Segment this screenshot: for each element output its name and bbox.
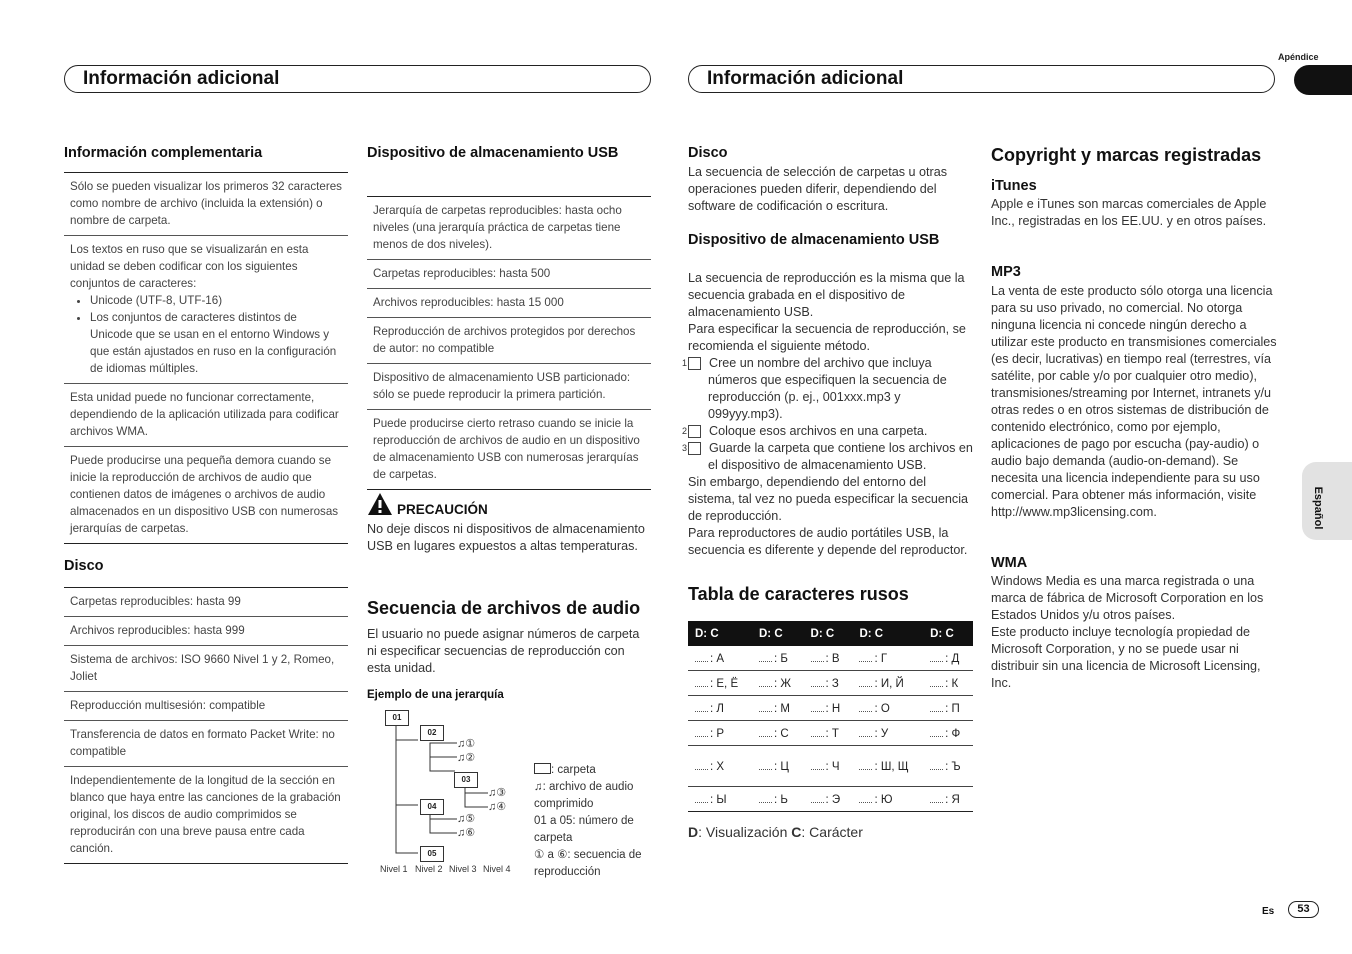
legend-sequence: ① a ⑥: secuencia de reproducción bbox=[534, 849, 642, 878]
mp3-url: http://www.mp3licensing.com. bbox=[991, 505, 1157, 519]
folder-icon: 05 bbox=[420, 846, 444, 862]
folder-icon bbox=[534, 763, 551, 774]
mp3-body bbox=[991, 283, 1278, 521]
russian-table-heading: Tabla de caracteres rusos bbox=[688, 584, 909, 604]
warning-icon bbox=[367, 492, 393, 516]
music-note-icon: ♫ bbox=[457, 827, 466, 839]
table-header: D: C bbox=[688, 621, 752, 646]
folder-icon: 04 bbox=[420, 799, 444, 815]
table-header: D: C bbox=[923, 621, 973, 646]
step-item: 1 Cree un nombre del archivo que incluya números que especifiquen la secuencia de reproducción (p. ej., 001xxx.mp3 y 099yyy.mp3). bbox=[681, 356, 947, 421]
list-item: Sólo se pueden visualizar los primeros 32 caracteres como nombre de archivo (incluida la extensión) o nombre de carpeta. bbox=[64, 173, 348, 236]
mp3-text: La venta de este producto sólo otorga una licencia para su uso privado, no comercial. No otorga ninguna licencia ni concede ningún derecho a utilizar este producto en transmisiones comerciales (es decir, lucrativas) en tiempo real (terrestres, vía satélite, por cable y/o por cualquier otro medio), transmisiones/streaming por Internet, intranets y/u otras redes o en otros sistemas de distribución de contenido electrónico, como por ejemplo, aplicaciones de pago por escucha (pay-audio) o audio bajo demanda (audio-on-demand). Se necesita una licencia independiente para su uso comercial. Para obtener más información, visite bbox=[991, 284, 1277, 502]
table-cell: : Ц bbox=[752, 746, 804, 787]
table-row bbox=[688, 746, 973, 787]
display-glyph-icon bbox=[695, 677, 708, 687]
copyright-heading: Copyright y marcas registradas bbox=[991, 145, 1262, 165]
wma-body bbox=[991, 573, 1278, 692]
table-cell: : Э bbox=[804, 787, 853, 812]
table-header-row bbox=[688, 621, 973, 646]
track-item: ♫③ bbox=[488, 787, 507, 799]
sequence-text: El usuario no puede asignar números de carpeta ni especificar secuencias de reproducción con esta unidad. bbox=[367, 627, 640, 675]
left-section-title: Información adicional bbox=[83, 68, 280, 89]
language-tab-label: Español bbox=[1312, 486, 1324, 530]
sequence-heading: Secuencia de archivos de audio bbox=[367, 598, 641, 618]
display-glyph-icon bbox=[859, 702, 872, 712]
step-item: 3 Guarde la carpeta que contiene los archivos en el dispositivo de almacenamiento USB. bbox=[681, 441, 973, 472]
music-note-icon: ♫ bbox=[488, 801, 497, 813]
display-glyph-icon bbox=[859, 677, 872, 687]
list-item: Puede producirse cierto retraso cuando se inicie la reproducción de archivos de audio en un dispositivo de almacenamiento USB con numerosas jerarquías de carpetas. bbox=[367, 410, 651, 490]
display-glyph-icon bbox=[695, 652, 708, 662]
list-item: Reproducción multisesión: compatible bbox=[64, 692, 348, 721]
table-cell: : Ь bbox=[752, 787, 804, 812]
table-cell: : Ю bbox=[852, 787, 923, 812]
table-cell: : Ы bbox=[688, 787, 752, 812]
disco-order-heading: Disco bbox=[688, 145, 728, 161]
right-section-header bbox=[688, 65, 1275, 93]
table-legend: D: Visualización C: Carácter bbox=[688, 824, 863, 840]
disco-heading: Disco bbox=[64, 558, 104, 574]
table-cell: : К bbox=[923, 671, 973, 696]
table-cell: : З bbox=[804, 671, 853, 696]
list-item: Jerarquía de carpetas reproducibles: hasta ocho niveles (una jerarquía práctica de carpetas tiene menos de dos niveles). bbox=[367, 197, 651, 260]
usb-heading: Dispositivo de almacenamiento USB bbox=[367, 145, 619, 161]
folder-icon: 03 bbox=[454, 772, 478, 788]
display-glyph-icon bbox=[859, 652, 872, 662]
wma-heading: WMA bbox=[991, 555, 1028, 571]
table-header: D: C bbox=[852, 621, 923, 646]
table-row bbox=[688, 646, 973, 671]
step-number: 1 bbox=[688, 357, 701, 370]
table-cell: : В bbox=[804, 646, 853, 671]
table-cell: : Т bbox=[804, 721, 853, 746]
table-header: D: C bbox=[804, 621, 853, 646]
usb-order-text: Sin embargo, dependiendo del entorno del sistema, tal vez no pueda especificar la secuencia de reproducción. bbox=[688, 475, 969, 523]
usb-order-heading: Dispositivo de almacenamiento USB bbox=[688, 232, 940, 248]
display-glyph-icon bbox=[930, 702, 943, 712]
list-item: Carpetas reproducibles: hasta 99 bbox=[64, 588, 348, 617]
display-glyph-icon bbox=[759, 793, 772, 803]
legend-file: ♫: archivo de audio comprimido bbox=[534, 781, 634, 810]
table-cell: : Д bbox=[923, 646, 973, 671]
list-item: Archivos reproducibles: hasta 15 000 bbox=[367, 289, 651, 318]
right-section-title: Información adicional bbox=[707, 68, 904, 89]
hierarchy-example-title: Ejemplo de una jerarquía bbox=[367, 689, 504, 701]
list-item: Independientemente de la longitud de la sección en blanco que haya entre las canciones de la grabación original, los discos de audio comprimidos se reproducirán con una breve pausa entre cada canción. bbox=[64, 767, 348, 864]
track-item: ♫⑥ bbox=[457, 827, 476, 839]
display-glyph-icon bbox=[759, 677, 772, 687]
display-glyph-icon bbox=[811, 702, 824, 712]
section-tab-label: Apéndice bbox=[1278, 52, 1319, 62]
table-cell: : Г bbox=[852, 646, 923, 671]
track-item: ♫① bbox=[457, 738, 476, 750]
level-label: Nivel 2 bbox=[415, 864, 443, 874]
usb-order-body bbox=[681, 270, 974, 559]
level-label: Nivel 4 bbox=[483, 864, 511, 874]
left-section-header bbox=[64, 65, 651, 93]
list-item: Archivos reproducibles: hasta 999 bbox=[64, 617, 348, 646]
table-cell: : С bbox=[752, 721, 804, 746]
display-glyph-icon bbox=[695, 793, 708, 803]
info-complementaria-heading: Información complementaria bbox=[64, 145, 263, 161]
display-glyph-icon bbox=[930, 760, 943, 770]
display-glyph-icon bbox=[759, 727, 772, 737]
info-complementaria-list bbox=[64, 172, 348, 544]
music-note-icon: ♫ bbox=[457, 752, 466, 764]
list-item: Puede producirse una pequeña demora cuando se inicie la reproducción de archivos de audio que contienen datos de imágenes o archivos de audio almacenados en un dispositivo USB con numerosas jerarquías de carpetas. bbox=[64, 447, 348, 544]
page-language: Es bbox=[1262, 906, 1275, 917]
table-cell: : А bbox=[688, 646, 752, 671]
display-glyph-icon bbox=[859, 727, 872, 737]
disco-order-text: La secuencia de selección de carpetas u otras operaciones pueden diferir, dependiendo del software de codificación o escritura. bbox=[688, 165, 948, 213]
table-header: D: C bbox=[752, 621, 804, 646]
list-item: Sistema de archivos: ISO 9660 Nivel 1 y 2, Romeo, Joliet bbox=[64, 646, 348, 692]
step-number: 3 bbox=[688, 442, 701, 455]
mp3-heading: MP3 bbox=[991, 264, 1021, 280]
display-glyph-icon bbox=[759, 652, 772, 662]
table-cell: : Р bbox=[688, 721, 752, 746]
display-glyph-icon bbox=[930, 727, 943, 737]
table-cell: : Ф bbox=[923, 721, 973, 746]
wma-text: Este producto incluye tecnología propiedad de Microsoft Corporation, y no se puede usar ni distribuir sin una licencia de Microsoft Licensing, Inc. bbox=[991, 625, 1261, 690]
table-cell: : У bbox=[852, 721, 923, 746]
table-cell: : О bbox=[852, 696, 923, 721]
list-item bbox=[64, 236, 348, 384]
step-number: 2 bbox=[688, 425, 701, 438]
list-item: Esta unidad puede no funcionar correctamente, dependiendo de la aplicación utilizada para codificar archivos WMA. bbox=[64, 384, 348, 447]
music-note-icon: ♫ bbox=[534, 781, 543, 793]
track-item: ♫④ bbox=[488, 801, 507, 813]
table-row bbox=[688, 696, 973, 721]
russian-char-table bbox=[688, 621, 973, 812]
usb-list bbox=[367, 196, 651, 490]
legend-numbers: 01 a 05: número de carpeta bbox=[534, 815, 634, 844]
table-cell: : Ж bbox=[752, 671, 804, 696]
table-cell: : Б bbox=[752, 646, 804, 671]
table-row bbox=[688, 787, 973, 812]
table-cell: : Л bbox=[688, 696, 752, 721]
table-cell: : И, Й bbox=[852, 671, 923, 696]
table-cell: : Ъ bbox=[923, 746, 973, 787]
display-glyph-icon bbox=[930, 793, 943, 803]
folder-icon: 02 bbox=[420, 725, 444, 741]
itunes-text: Apple e iTunes son marcas comerciales de Apple Inc., registradas en los EE.UU. y en otros países. bbox=[991, 197, 1267, 228]
display-glyph-icon bbox=[695, 760, 708, 770]
table-cell: : Я bbox=[923, 787, 973, 812]
level-label: Nivel 1 bbox=[380, 864, 408, 874]
disco-list bbox=[64, 587, 348, 864]
table-row bbox=[688, 671, 973, 696]
table-cell: : Н bbox=[804, 696, 853, 721]
usb-order-text: La secuencia de reproducción es la misma que la secuencia grabada en el dispositivo de almacenamiento USB. bbox=[688, 271, 965, 319]
page-number: 53 bbox=[1288, 901, 1319, 918]
wma-text: Windows Media es una marca registrada o una marca de fábrica de Microsoft Corporation en los Estados Unidos y/u otros países. bbox=[991, 574, 1264, 622]
display-glyph-icon bbox=[930, 677, 943, 687]
music-note-icon: ♫ bbox=[488, 787, 497, 799]
display-glyph-icon bbox=[811, 793, 824, 803]
usb-order-text: Para especificar la secuencia de reproducción, se recomienda el siguiente método. bbox=[688, 322, 966, 353]
list-item: Reproducción de archivos protegidos por derechos de autor: no compatible bbox=[367, 318, 651, 364]
hierarchy-legend bbox=[534, 762, 644, 881]
table-cell: : П bbox=[923, 696, 973, 721]
display-glyph-icon bbox=[695, 727, 708, 737]
section-tab-marker bbox=[1294, 65, 1352, 95]
display-glyph-icon bbox=[811, 677, 824, 687]
music-note-icon: ♫ bbox=[457, 813, 466, 825]
bullet-item: • Unicode (UTF-8, UTF-16) bbox=[90, 292, 342, 309]
table-cell: : Ч bbox=[804, 746, 853, 787]
table-cell: : Ш, Щ bbox=[852, 746, 923, 787]
usb-order-text: Para reproductores de audio portátiles USB, la secuencia es diferente y depende del reproductor. bbox=[688, 526, 968, 557]
level-label: Nivel 3 bbox=[449, 864, 477, 874]
display-glyph-icon bbox=[930, 652, 943, 662]
list-item: Dispositivo de almacenamiento USB particionado: sólo se puede reproducir la primera partición. bbox=[367, 364, 651, 410]
list-item: Carpetas reproducibles: hasta 500 bbox=[367, 260, 651, 289]
display-glyph-icon bbox=[759, 760, 772, 770]
folder-icon: 01 bbox=[385, 710, 409, 726]
table-row bbox=[688, 721, 973, 746]
caution-text: No deje discos ni dispositivos de almacenamiento USB en lugares expuestos a altas temperaturas. bbox=[367, 522, 645, 553]
list-item: Transferencia de datos en formato Packet Write: no compatible bbox=[64, 721, 348, 767]
display-glyph-icon bbox=[811, 760, 824, 770]
caution-title: PRECAUCIÓN bbox=[397, 502, 488, 517]
display-glyph-icon bbox=[811, 652, 824, 662]
table-cell: : Х bbox=[688, 746, 752, 787]
display-glyph-icon bbox=[859, 760, 872, 770]
bullet-item: • Los conjuntos de caracteres distintos de Unicode que se usan en el entorno Windows y que están ajustados en ruso en la configuración de idiomas múltiples. bbox=[90, 309, 342, 377]
display-glyph-icon bbox=[811, 727, 824, 737]
list-item-text: Los textos en ruso que se visualizarán en esta unidad se deben codificar con los siguientes conjuntos de caracteres: bbox=[70, 243, 309, 290]
display-glyph-icon bbox=[859, 793, 872, 803]
itunes-heading: iTunes bbox=[991, 178, 1037, 194]
table-cell: : М bbox=[752, 696, 804, 721]
track-item: ♫② bbox=[457, 752, 476, 764]
display-glyph-icon bbox=[695, 702, 708, 712]
track-item: ♫⑤ bbox=[457, 813, 476, 825]
steps-list bbox=[681, 355, 974, 474]
step-item: 2 Coloque esos archivos en una carpeta. bbox=[681, 424, 928, 438]
table-cell: : Е, Ё bbox=[688, 671, 752, 696]
display-glyph-icon bbox=[759, 702, 772, 712]
legend-folder: : carpeta bbox=[534, 762, 644, 779]
music-note-icon: ♫ bbox=[457, 738, 466, 750]
language-tab bbox=[1302, 462, 1352, 540]
